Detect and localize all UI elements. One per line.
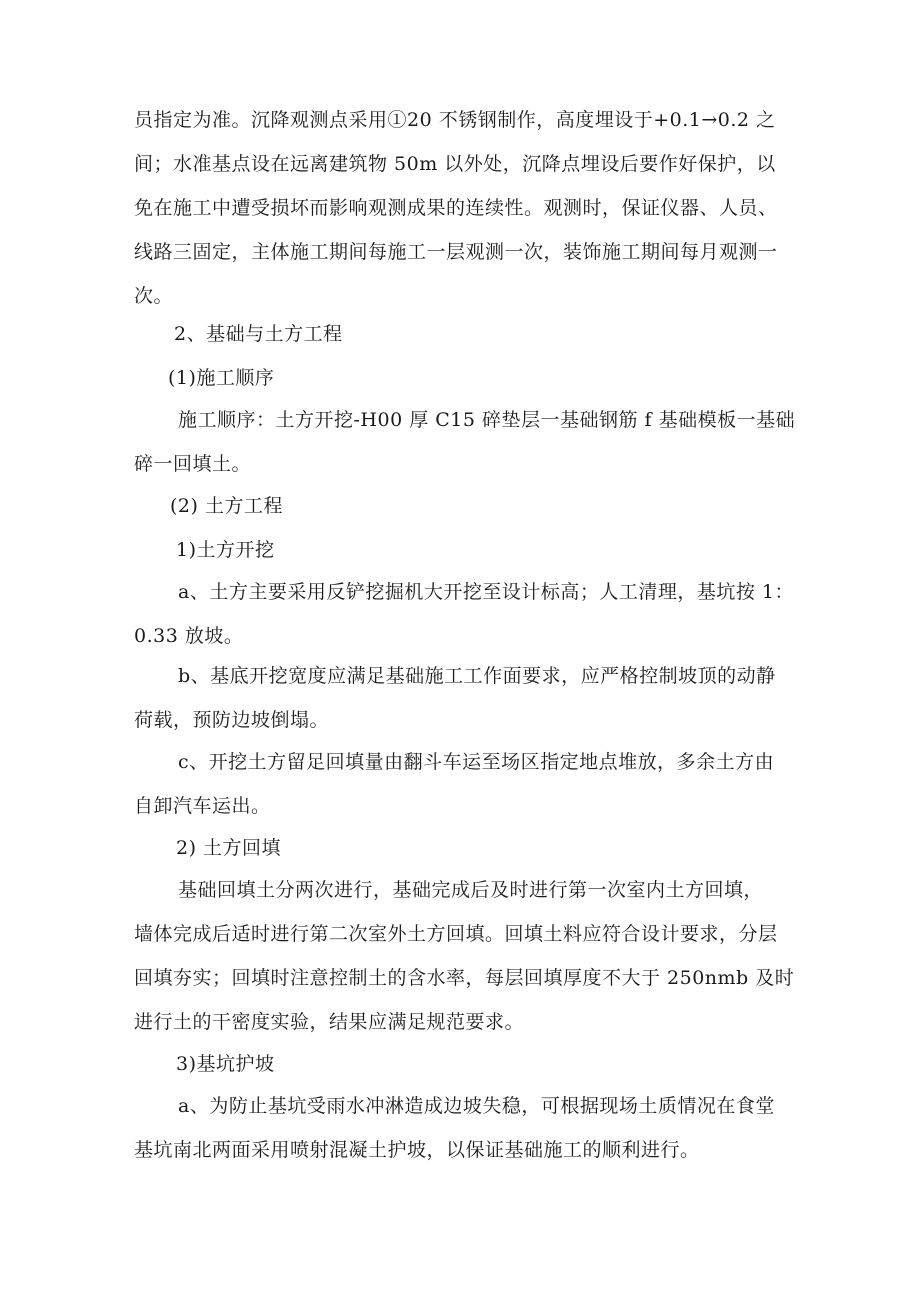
paragraph-line: 免在施工中遭受损坏而影响观测成果的连续性。观测时，保证仪器、人员、 — [134, 197, 778, 219]
paragraph-line: 墙体完成后适时进行第二次室外土方回填。回填土料应符合设计要求，分层 — [134, 923, 778, 945]
paragraph-line: b、基底开挖宽度应满足基础施工工作面要求，应严格控制坡顶的动静 — [178, 665, 776, 687]
paragraph-line: 进行土的干密度实验，结果应满足规范要求。 — [134, 1011, 525, 1033]
subsection-heading: 1)土方开挖 — [176, 539, 275, 561]
subsection-heading: 3)基坑护坡 — [176, 1053, 275, 1075]
paragraph-line: 施工顺序：土方开挖-H00 厚 C15 碎垫层一基础钢筋 f 基础模板一基础 — [178, 409, 796, 431]
paragraph-line: 员指定为准。沉降观测点采用①20 不锈钢制作，高度埋设于+0.1→0.2 之 — [134, 109, 776, 131]
paragraph-line: 线路三固定，主体施工期间每施工一层观测一次，装饰施工期间每月观测一 — [134, 241, 778, 263]
paragraph-line: 自卸汽车运出。 — [134, 795, 271, 817]
paragraph-line: 荷载，预防边坡倒塌。 — [134, 709, 330, 731]
paragraph-line: c、开挖土方留足回填量由翻斗车运至场区指定地点堆放，多余土方由 — [178, 751, 775, 773]
subsection-heading: (2) 土方工程 — [170, 495, 283, 517]
paragraph-line: 基础回填土分两次进行，基础完成后及时进行第一次室内土方回填， — [178, 879, 764, 901]
paragraph-line: 回填夯实；回填时注意控制土的含水率，每层回填厚度不大于 250nmb 及时 — [134, 967, 795, 989]
subsection-heading: (1)施工顺序 — [168, 367, 275, 389]
paragraph-line: 基坑南北两面采用喷射混凝土护坡，以保证基础施工的顺利进行。 — [134, 1139, 700, 1161]
paragraph-line: 0.33 放坡。 — [134, 625, 244, 647]
subsection-heading: 2) 土方回填 — [176, 837, 282, 859]
paragraph-line: 次。 — [134, 285, 174, 307]
paragraph-line: 碎一回填土。 — [134, 453, 252, 475]
paragraph-line: a、为防止基坑受雨水冲淋造成边坡失稳，可根据现场土质情况在食堂 — [178, 1095, 775, 1117]
section-heading: 2、基础与土方工程 — [174, 323, 343, 345]
paragraph-line: 间；水准基点设在远离建筑物 50m 以外处，沉降点埋设后要作好保护，以 — [134, 153, 776, 175]
paragraph-line: a、土方主要采用反铲挖掘机大开挖至设计标高；人工清理，基坑按 1： — [178, 581, 794, 603]
